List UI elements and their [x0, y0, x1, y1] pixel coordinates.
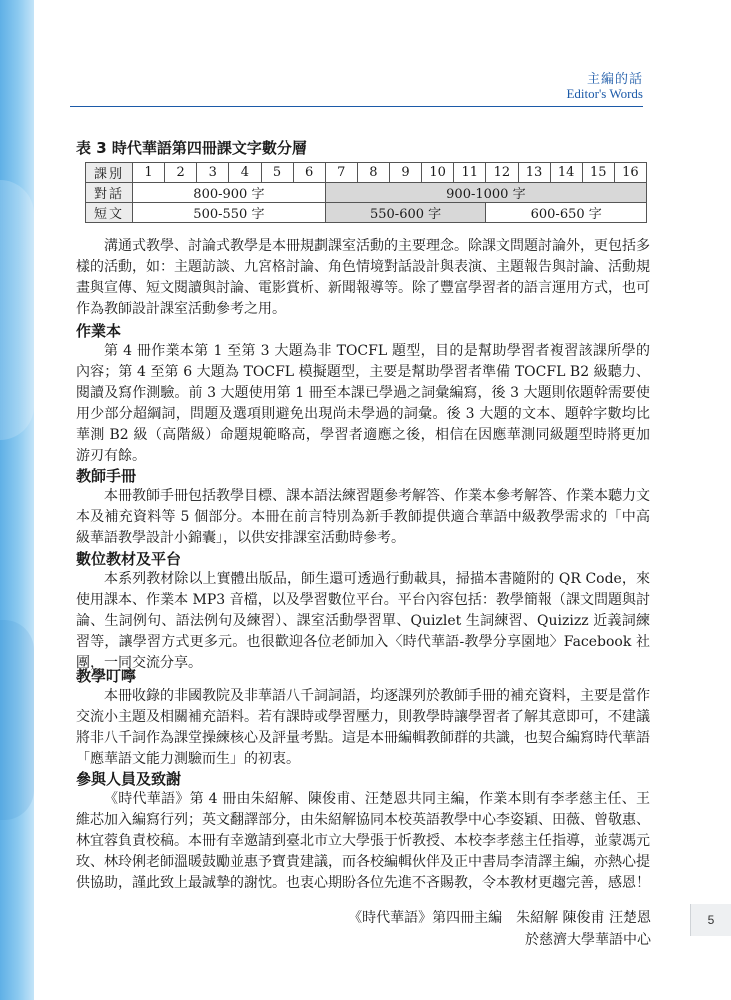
lesson-cell: 13 — [518, 163, 550, 183]
section-body-teaching-notes: 本冊收錄的非國教院及非華語八千詞詞語，均逐課列於教師手冊的補充資料，主要是當作交流小主題及相關補充語料。若有課時或學習壓力，則教學時讓學習者了解其意即可，不建議將非八千詞作為課堂操練核心及評量考點。這是本冊編輯教師群的共識，也契合編寫時代華語「應華語文能力測驗而生」的初衷。 — [76, 688, 650, 767]
lesson-cell: 6 — [293, 163, 325, 183]
segment-cell: 500-550 字 — [133, 203, 326, 223]
section-heading-workbook: 作業本 — [76, 322, 122, 340]
header-title-en: Editor's Words — [566, 86, 643, 101]
section-heading-digital: 數位教材及平台 — [76, 550, 182, 568]
lesson-cell: 7 — [325, 163, 357, 183]
lesson-cell: 1 — [133, 163, 165, 183]
word-count-table — [85, 162, 647, 223]
lesson-cell: 15 — [582, 163, 614, 183]
signature-editors: 《時代華語》第四冊主編 朱紹解 陳俊甫 汪楚恩 — [348, 910, 651, 926]
segment-cell: 800-900 字 — [133, 183, 326, 203]
table-header-row — [86, 163, 647, 183]
table-row-essay — [86, 203, 647, 223]
side-decoration-stripe — [0, 0, 34, 1000]
header-title-zh: 主編的話 — [586, 72, 643, 87]
lesson-cell: 9 — [390, 163, 422, 183]
header-rule — [70, 106, 643, 107]
segment-cell: 600-650 字 — [486, 203, 647, 223]
lesson-cell: 5 — [261, 163, 293, 183]
section-heading-teaching-notes: 教學叮嚀 — [76, 667, 137, 685]
section-body-digital: 本系列教材除以上實體出版品，師生還可透過行動載具，掃描本書隨附的 QR Code，來使用課本、作業本 MP3 音檔，以及學習數位平台。平台內容包括：教學簡報（課文問題與討論、生詞例句、語法例句及練習）、課室活動學習單、Quizlet 生詞練習、Quizizz 近義詞練習等，讓學習方式更多元。也很歡迎各位老師加入〈時代華語-教學分享園地〉Facebook 社團，一同交流分享。 — [76, 571, 650, 671]
section-heading-acknowledgements: 參與人員及致謝 — [76, 770, 182, 788]
lesson-cell: 2 — [165, 163, 197, 183]
lesson-cell: 12 — [486, 163, 518, 183]
row-label: 短文 — [86, 203, 133, 223]
lesson-cell: 14 — [550, 163, 582, 183]
section-body-teacher-manual: 本冊教師手冊包括教學目標、課本語法練習題參考解答、作業本參考解答、作業本聽力文本及補充資料等 5 個部分。本冊在前言特別為新手教師提供適合華語中級教學需求的「中高級華語教學設計小錦囊」，以供安排課室活動時參考。 — [76, 488, 650, 546]
lesson-cell: 10 — [422, 163, 454, 183]
section-body-acknowledgements: 《時代華語》第 4 冊由朱紹解、陳俊甫、汪楚恩共同主編，作業本則有李孝慈主任、王維芯加入編寫行列；英文翻譯部分，由朱紹解協同本校英語教學中心李姿穎、田薇、曾敬惠、林宜蓉負責校稿。本冊有幸邀請到臺北市立大學張于忻教授、本校李孝慈主任指導，並蒙馮元玫、林玲俐老師溫暖鼓勵並惠予寶貴建議，而各校編輯伙伴及正中書局李清譯主編，亦熱心提供協助，謹此致上最誠摯的謝忱。也衷心期盼各位先進不吝賜教，令本教材更趨完善，感恩！ — [76, 791, 650, 891]
stripe-highlight — [0, 180, 34, 440]
segment-cell: 550-600 字 — [325, 203, 486, 223]
page-number: 5 — [690, 904, 731, 936]
stripe-shadow — [0, 620, 34, 820]
section-body-workbook: 第 4 冊作業本第 1 至第 3 大題為非 TOCFL 題型，目的是幫助學習者複習該課所學的內容；第 4 至第 6 大題為 TOCFL 模擬題型，主要是幫助學習者準備 TOCFL B2 級聽力、閱讀及寫作測驗。前 3 大題使用第 1 冊至本課已學過之詞彙編寫，後 3 大題則依題幹需要使用少部分超綱詞，問題及選項則避免出現尚未學過的詞彙。後 3 大題的文本、題幹字數均比華測 B2 級（高階級）命題規範略高，學習者適應之後，相信在因應華測同級題型時將更加游刃有餘。 — [76, 343, 650, 464]
lesson-cell: 4 — [229, 163, 261, 183]
table-header-label: 課別 — [86, 163, 133, 183]
lesson-cell: 11 — [454, 163, 486, 183]
lesson-cell: 3 — [197, 163, 229, 183]
intro-paragraph: 溝通式教學、討論式教學是本冊規劃課室活動的主要理念。除課文問題討論外，更包括多樣的活動，如：主題訪談、九宮格討論、角色情境對話設計與表演、主題報告與討論、活動規畫與宣傳、短文閱讀與討論、電影賞析、新聞報導等。除了豐富學習者的語言運用方式，也可作為教師設計課室活動參考之用。 — [76, 238, 650, 317]
section-heading-teacher-manual: 教師手冊 — [76, 467, 137, 485]
lesson-cell: 16 — [614, 163, 646, 183]
table-caption: 表 3 時代華語第四冊課文字數分層 — [76, 139, 307, 157]
table-row-dialogue — [86, 183, 647, 203]
row-label: 對話 — [86, 183, 133, 203]
segment-cell: 900-1000 字 — [325, 183, 646, 203]
signature-affiliation: 於慈濟大學華語中心 — [525, 932, 651, 948]
lesson-cell: 8 — [357, 163, 389, 183]
